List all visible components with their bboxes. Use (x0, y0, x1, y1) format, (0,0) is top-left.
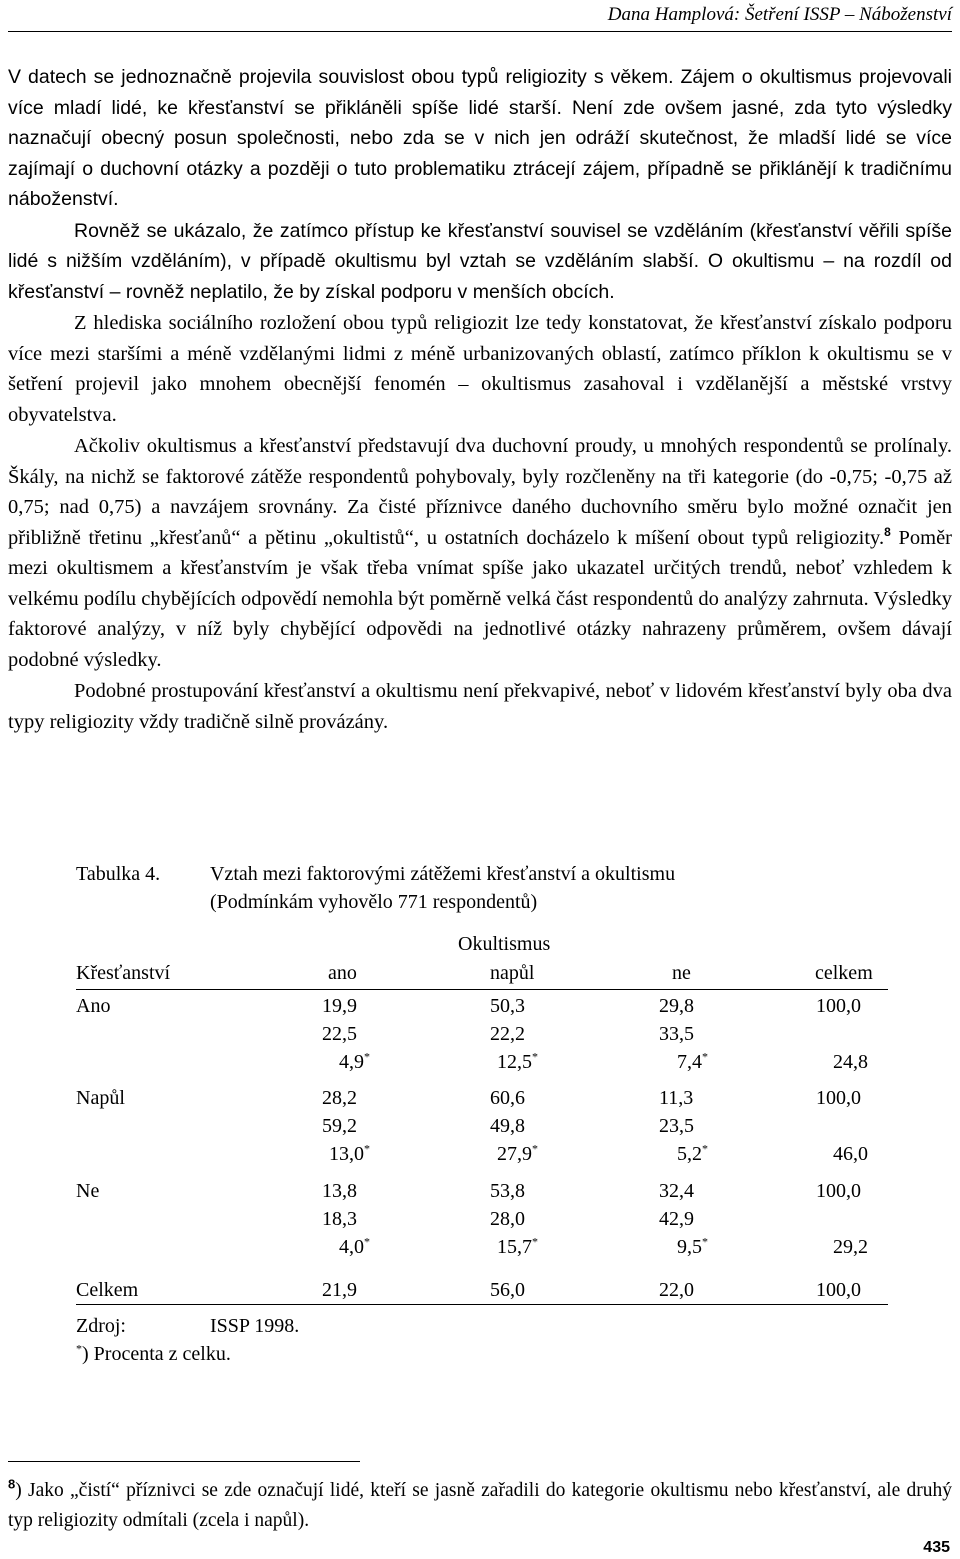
cell-value: 4,0 (339, 1236, 364, 1258)
col-header-napul: napůl (490, 962, 535, 984)
cell: 29,2 (833, 1236, 868, 1258)
paragraph-age-b: Není zde ovšem jasné, zda tyto výsledky naznačují obecný posun společnosti, nebo zda se v nich jen odráží skutečnost, že mladší lidé se více zajímají o duchovní otázky a později o tuto problematiku ztrácejí zájem, případně se přiklánějí k tradičnímu náboženství. (8, 96, 953, 210)
cell: 33,5 (659, 1023, 694, 1045)
header-rule (8, 31, 952, 32)
cell: 28,0 (490, 1208, 525, 1230)
col-group-header: Okultismus (458, 933, 551, 955)
page-number: 435 (923, 1539, 950, 1556)
table-rule-top (76, 989, 888, 990)
paragraph-folk: Podobné prostupování křesťanství a okultismu není překvapivé, neboť v lidovém křesťanství byly oba dva typy religiozity vždy tradičně silně provázány. (8, 680, 952, 733)
row-label-napul: Napůl (76, 1087, 125, 1109)
cell-value: 15,7 (497, 1236, 532, 1258)
cell: 32,4 (659, 1180, 694, 1202)
paragraph-social: Z hlediska sociálního rozložení obou typů religiozit lze tedy konstatovat, že křesťanství získalo podporu více mezi staršími a méně vzdělanými lidmi z méně urbanizovaných oblastí, zatímco příklon k okultismu se v šetření projevil jako mnohem obecnější fenomén – okultismus zasahoval i vzdělanější a městské vrstvy obyvatelstva. (8, 312, 952, 426)
cell: 24,8 (833, 1051, 868, 1073)
cell (266, 1142, 370, 1166)
star: * (532, 1141, 538, 1156)
col-header-celkem: celkem (815, 962, 873, 984)
cell: 100,0 (816, 1279, 861, 1301)
cell: 21,9 (322, 1279, 357, 1301)
footnote-reference[interactable]: 8 (884, 524, 891, 539)
row-label-celkem: Celkem (76, 1279, 139, 1301)
cell: 100,0 (816, 995, 861, 1017)
cell (604, 1050, 708, 1074)
table-title-line: Vztah mezi faktorovými zátěžemi křesťanství a okultismu (210, 863, 676, 885)
cell (266, 1050, 370, 1074)
cell: 22,0 (659, 1279, 694, 1301)
cell: 59,2 (322, 1115, 357, 1137)
table-note (76, 1340, 231, 1368)
table-label: Tabulka 4. (76, 863, 161, 885)
source-label: Zdroj: (76, 1315, 126, 1337)
cell-value: 7,4 (677, 1051, 702, 1073)
cell: 42,9 (659, 1208, 694, 1230)
table-subtitle: (Podmínkám vyhovělo 771 respondentů) (210, 891, 538, 913)
star: * (702, 1049, 708, 1064)
paragraph-age-a: V datech se jednoznačně projevila souvislost obou typů religiozity s věkem. Zájem o okultismus projevovali více mladí lidé, ke křesťanství se přikláněli spíše lidé starší. (8, 66, 952, 119)
cell: 56,0 (490, 1279, 525, 1301)
cell: 100,0 (816, 1180, 861, 1202)
star: * (532, 1049, 538, 1064)
star: * (702, 1234, 708, 1249)
cell: 18,3 (322, 1208, 357, 1230)
cell: 22,5 (322, 1023, 357, 1045)
cell (266, 1235, 370, 1259)
footnote-mark: 8 (8, 1476, 16, 1492)
row-label-ne: Ne (76, 1180, 100, 1202)
table-rule-bottom (76, 1304, 888, 1305)
cell-value: 13,0 (329, 1143, 364, 1165)
footnote-text: ) Jako „čistí“ příznivci se zde označují lidé, kteří se jasně zařadili do kategorie okultismu nebo křesťanství, ale druhý typ religiozity odmítali (zcela i napůl). (8, 1480, 952, 1531)
cell: 11,3 (659, 1087, 694, 1109)
cell: 53,8 (490, 1180, 525, 1202)
cell: 19,9 (322, 995, 357, 1017)
row-label-ano: Ano (76, 995, 111, 1017)
footnote-rule (8, 1461, 360, 1462)
cell: 50,3 (490, 995, 525, 1017)
note-text: ) Procenta z celku. (82, 1343, 231, 1365)
cell: 28,2 (322, 1087, 357, 1109)
cell: 60,6 (490, 1087, 525, 1109)
cell: 23,5 (659, 1115, 694, 1137)
table-title (210, 860, 675, 916)
cell (434, 1235, 538, 1259)
paragraph-overlap (8, 431, 952, 675)
star: * (532, 1234, 538, 1249)
paragraph-age (8, 62, 952, 215)
col-header-ano: ano (328, 962, 357, 984)
star: * (702, 1141, 708, 1156)
cell: 46,0 (833, 1143, 868, 1165)
cell: 22,2 (490, 1023, 525, 1045)
row-header: Křesťanství (76, 962, 171, 984)
cell-value: 12,5 (497, 1051, 532, 1073)
cell-value: 27,9 (497, 1143, 532, 1165)
paragraph-overlap-b: Poměr mezi okultismem a křesťanstvím je však třeba vnímat spíše jako ukazatel určitých trendů, neboť vzhledem k velkému podílu chybějících odpovědí nemohla být poměrně velká část respondentů do analýzy zahrnuta. Výsledky faktorové analýzy, v níž byly chybějící odpovědi na jednotlivé otázky nahrazeny průměrem, ovšem dávají podobné výsledky. (8, 526, 952, 671)
col-header-ne: ne (672, 962, 691, 984)
cell-value: 9,5 (677, 1236, 702, 1258)
paragraph-overlap-a: Ačkoliv okultismus a křesťanství představují dva duchovní proudy, u mnohých respondentů se prolínaly. Škály, na nichž se faktorové zátěže respondentů pohybovaly, byly rozčleněny na tři kategorie (do -0,75; -0,75 až 0,75; nad 0,75) a navzájem srovnány. Za čisté příznivce daného duchovního směru bylo možné označit jen přibližně třetinu „křesťanů“ a pětinu „okultistů“, u ostatních docházelo k míšení obout typů religiozity. (8, 435, 952, 549)
cell-value: 4,9 (339, 1051, 364, 1073)
cell: 49,8 (490, 1115, 525, 1137)
cell: 29,8 (659, 995, 694, 1017)
footnote (8, 1476, 952, 1536)
cell-value: 5,2 (677, 1143, 702, 1165)
paragraph-education: Rovněž se ukázalo, že zatímco přístup ke křesťanství souvisel se vzděláním (křesťanství věřili spíše lidé s nižším vzděláním), v případě okultismu byl vztah se vzděláním slabší. O okultismu – na rozdíl od křesťanství – rovněž neplatilo, že by získal podporu v menších obcích. (8, 219, 952, 303)
cell: 100,0 (816, 1087, 861, 1109)
source-value: ISSP 1998. (210, 1315, 300, 1337)
running-header: Dana Hamplová: Šetření ISSP – Náboženství (607, 4, 952, 25)
cell (604, 1142, 708, 1166)
cell (604, 1235, 708, 1259)
star: * (364, 1234, 370, 1249)
note-star: * (76, 1341, 82, 1356)
cell (434, 1142, 538, 1166)
cell (434, 1050, 538, 1074)
star: * (364, 1049, 370, 1064)
star: * (364, 1141, 370, 1156)
cell: 13,8 (322, 1180, 357, 1202)
